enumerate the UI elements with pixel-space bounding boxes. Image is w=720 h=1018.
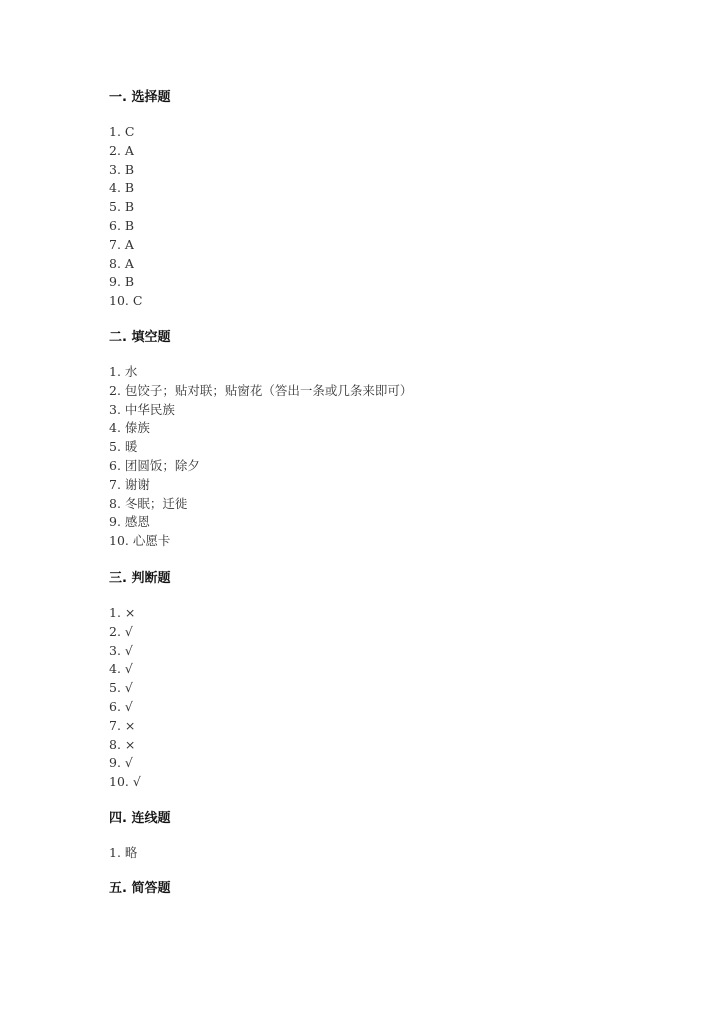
answer-item: 10. 心愿卡 bbox=[109, 533, 171, 549]
answer-item: 7. × bbox=[109, 717, 136, 733]
answer-section bbox=[109, 328, 412, 551]
section-heading: 一. 选择题 bbox=[109, 90, 171, 105]
answer-item: 1. C bbox=[109, 124, 135, 139]
answer-item: 1. × bbox=[109, 605, 136, 620]
answer-item: 4. B bbox=[109, 180, 135, 196]
answer-item: 1. 水 bbox=[109, 364, 138, 379]
answer-item: 8. 冬眠；迁徙 bbox=[109, 495, 188, 511]
answer-item: 8. A bbox=[109, 255, 134, 271]
answer-section bbox=[109, 879, 170, 914]
answer-item: 3. 中华民族 bbox=[109, 401, 175, 417]
answer-section bbox=[109, 809, 170, 863]
answer-item: 5. 暖 bbox=[109, 439, 138, 455]
answer-item: 3. √ bbox=[109, 642, 133, 658]
answer-item: 2. √ bbox=[109, 623, 133, 639]
answer-item: 8. × bbox=[109, 736, 136, 752]
answer-item: 10. √ bbox=[109, 774, 141, 790]
answer-item: 7. A bbox=[109, 236, 134, 252]
section-heading: 五. 简答题 bbox=[109, 881, 171, 896]
section-heading: 三. 判断题 bbox=[109, 571, 171, 586]
answer-item: 4. 傣族 bbox=[109, 420, 150, 436]
answer-item: 6. B bbox=[109, 217, 135, 233]
answer-section bbox=[109, 569, 170, 792]
answer-item: 6. 团圆饭；除夕 bbox=[109, 457, 200, 473]
answer-item: 9. √ bbox=[109, 755, 133, 771]
answer-item: 10. C bbox=[109, 293, 143, 309]
section-heading: 四. 连线题 bbox=[109, 811, 171, 826]
answer-item: 2. A bbox=[109, 142, 134, 158]
answer-item: 2. 包饺子；贴对联；贴窗花（答出一条或几条来即可） bbox=[109, 382, 413, 398]
answer-item: 5. √ bbox=[109, 680, 133, 696]
answer-item: 9. 感恩 bbox=[109, 514, 150, 530]
answer-item: 9. B bbox=[109, 274, 135, 290]
answer-item: 4. √ bbox=[109, 661, 133, 677]
answer-item: 1. 略 bbox=[109, 845, 138, 860]
answer-item: 5. B bbox=[109, 199, 135, 215]
answer-item: 6. √ bbox=[109, 698, 133, 714]
answer-item: 7. 谢谢 bbox=[109, 476, 150, 492]
answer-item: 3. B bbox=[109, 161, 135, 177]
answer-section bbox=[109, 88, 170, 311]
section-heading: 二. 填空题 bbox=[109, 330, 171, 345]
